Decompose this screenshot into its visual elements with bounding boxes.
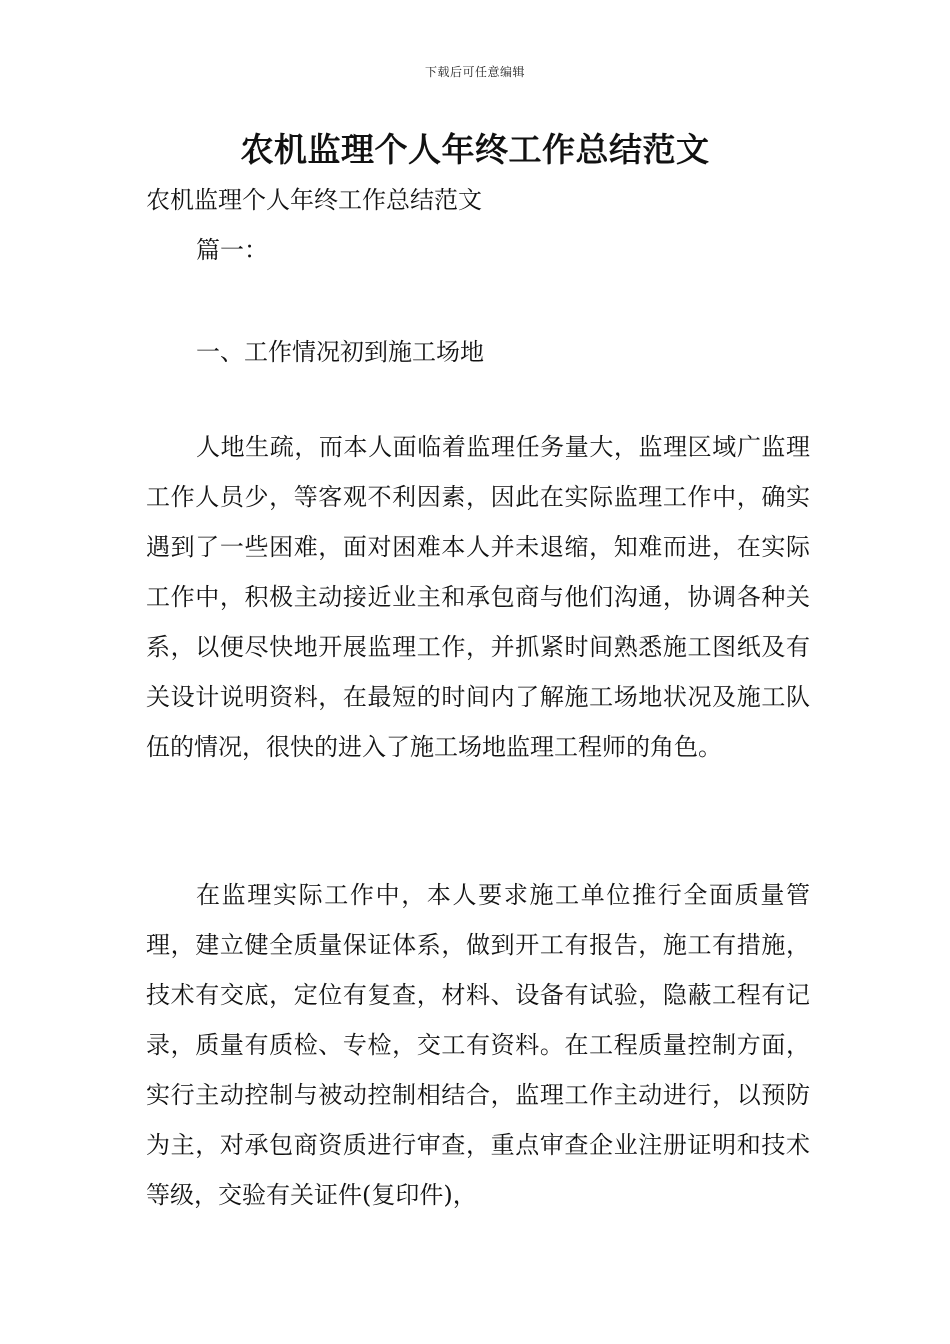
body-paragraph: 人地生疏，而本人面临着监理任务量大，监理区域广监理工作人员少，等客观不利因素，因此在实际监理工作中，确实遇到了一些困难，面对困难本人并未退缩，知难而进，在实际工作中，积极主动接近业主和承包商与他们沟通，协调各种关系，以便尽快地开展监理工作，并抓紧时间熟悉施工图纸及有关设计说明资料，在最短的时间内了解施工场地状况及施工队伍的情况，很快的进入了施工场地监理工程师的角色。 bbox=[146, 433, 810, 761]
body-paragraph: 在监理实际工作中，本人要求施工单位推行全面质量管理，建立健全质量保证体系，做到开工有报告，施工有措施，技术有交底，定位有复查，材料、设备有试验，隐蔽工程有记录，质量有质检、专检，交工有资料。在工程质量控制方面，实行主动控制与被动控制相结合，监理工作主动进行，以预防为主，对承包商资质进行审查，重点审查企业注册证明和技术等级，交验有关证件(复印件)， bbox=[146, 881, 810, 1209]
page-header-note: 下载后可任意编辑 bbox=[424, 65, 525, 79]
document-subtitle: 农机监理个人年终工作总结范文 bbox=[146, 186, 482, 214]
document-title: 农机监理个人年终工作总结范文 bbox=[240, 130, 710, 169]
section-label: 篇一： bbox=[196, 236, 268, 264]
section-heading: 一、工作情况初到施工场地 bbox=[196, 338, 484, 366]
